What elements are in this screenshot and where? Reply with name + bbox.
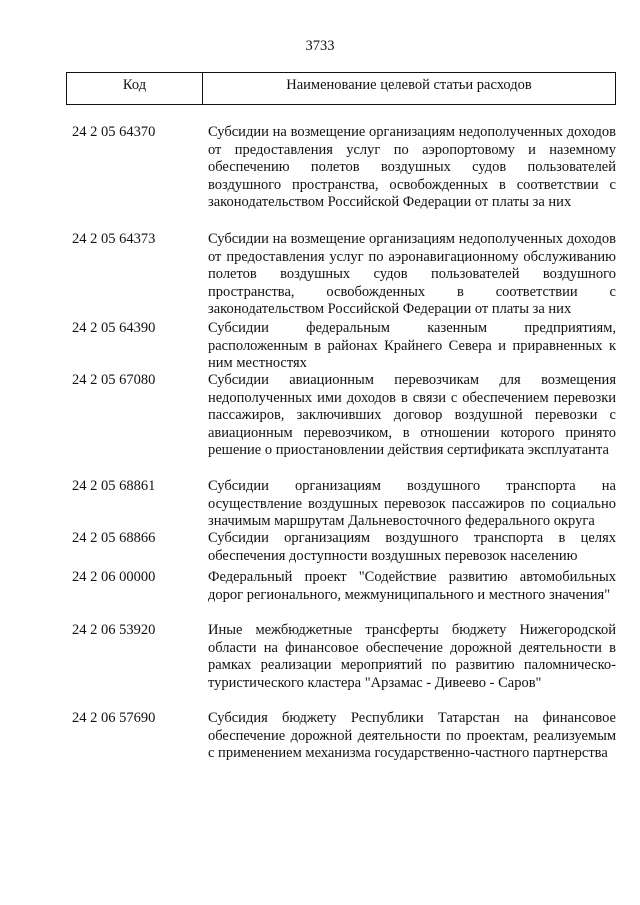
- row-text: Субсидии организациям воздушного транспорта на осуществление воздушных перевозок пассажиров по социально значимым маршрутам Дальневосточного федерального округа: [208, 478, 616, 530]
- row-code: 24 2 06 00000: [72, 569, 156, 585]
- budget-table-body: [66, 124, 616, 763]
- row-text: Субсидия бюджету Республики Татарстан на финансовое обеспечение дорожной деятельности по проектам, реализуемым с применением механизма государственно-частного партнерства: [208, 710, 616, 762]
- row-text: Федеральный проект "Содействие развитию автомобильных дорог регионального, межмуниципального и местного значения": [208, 569, 616, 603]
- row-text: Субсидии организациям воздушного транспорта в целях обеспечения доступности воздушных перевозок населению: [208, 530, 616, 564]
- row-text: Субсидии авиационным перевозчикам для возмещения недополученных ими доходов в связи с обеспечением перевозки пассажиров, заключивших договор воздушной перевозки с авиационным перевозчиком, в отношении которого принято решение о приостановлении действия сертификата эксплуатанта: [208, 372, 616, 459]
- row-text: Субсидии федеральным казенным предприятиям, расположенным в районах Крайнего Севера и приравненных к ним местностях: [208, 320, 616, 372]
- table-row: [66, 372, 616, 478]
- table-row: [66, 530, 616, 569]
- row-text: Иные межбюджетные трансферты бюджету Нижегородской области на финансовое обеспечение дорожной деятельности в рамках реализации мероприятий по развитию паломническо-туристического кластера "Арзамас - Дивеево - Саров": [208, 622, 616, 691]
- row-code: 24 2 06 57690: [72, 710, 156, 726]
- row-code: 24 2 05 64370: [72, 124, 156, 140]
- row-code: 24 2 05 64373: [72, 231, 156, 247]
- table-header: [66, 72, 616, 105]
- row-code: 24 2 05 68866: [72, 530, 156, 546]
- table-row: [66, 622, 616, 710]
- table-row: [66, 710, 616, 763]
- table-row: [66, 569, 616, 622]
- table-row: [66, 478, 616, 530]
- row-code: 24 2 05 68861: [72, 478, 156, 494]
- row-text: Субсидии на возмещение организациям недополученных доходов от предоставления услуг по аэронавигационному обслуживанию полетов воздушных судов пользователей воздушного пространства, освобожденных в соответствии с законодательством Российской Федерации от платы за них: [208, 231, 616, 318]
- row-code: 24 2 05 64390: [72, 320, 156, 336]
- table-row: [66, 124, 616, 231]
- header-name: Наименование целевой статьи расходов: [286, 77, 532, 93]
- row-code: 24 2 05 67080: [72, 372, 156, 388]
- row-code: 24 2 06 53920: [72, 622, 156, 638]
- row-text: Субсидии на возмещение организациям недополученных доходов от предоставления услуг по аэропортовому и наземному обеспечению полетов воздушных судов пользователей воздушного пространства, освобожденных в соответствии с законодательством Российской Федерации от платы за них: [208, 124, 616, 211]
- table-row: [66, 231, 616, 320]
- page-number: 3733: [305, 38, 335, 54]
- header-code: Код: [67, 73, 203, 104]
- table-row: [66, 320, 616, 372]
